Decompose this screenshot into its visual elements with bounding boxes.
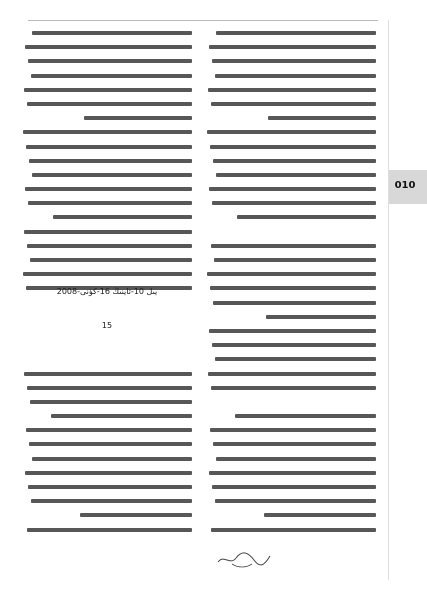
text-line (22, 480, 192, 494)
text-line (22, 97, 192, 111)
text-line-ink (213, 159, 376, 163)
text-line-ink (209, 471, 376, 475)
text-line (206, 381, 376, 395)
text-line (22, 154, 192, 168)
text-line (22, 40, 192, 54)
text-line-ink (30, 258, 192, 262)
text-line (206, 26, 376, 40)
left-text-column (22, 26, 192, 546)
text-line-ink (24, 372, 192, 376)
text-line (206, 310, 376, 324)
text-line-ink (212, 201, 376, 205)
text-line-ink (24, 230, 192, 234)
text-line (22, 267, 192, 281)
text-line (206, 494, 376, 508)
text-line-ink (210, 145, 376, 149)
text-line (206, 154, 376, 168)
text-line-ink (211, 386, 376, 390)
text-line-ink (53, 215, 192, 219)
text-line-ink (28, 201, 192, 205)
text-line (206, 480, 376, 494)
text-line (22, 338, 192, 352)
text-line-ink (213, 442, 376, 446)
text-line-ink (31, 499, 192, 503)
text-line (22, 437, 192, 451)
signature-mark (214, 548, 274, 570)
text-line-ink (209, 45, 376, 49)
text-line (22, 494, 192, 508)
text-line (206, 140, 376, 154)
text-line (206, 253, 376, 267)
text-line (206, 210, 376, 224)
text-line (206, 239, 376, 253)
text-line-ink (212, 485, 376, 489)
text-line (206, 523, 376, 537)
text-line-ink (237, 215, 376, 219)
text-line-ink (213, 301, 376, 305)
text-line (22, 466, 192, 480)
text-line-ink (26, 145, 192, 149)
text-line-ink (23, 272, 192, 276)
text-line (22, 508, 192, 522)
text-line (22, 352, 192, 366)
text-line-ink (209, 329, 376, 333)
text-line (22, 225, 192, 239)
text-line-ink (27, 102, 192, 106)
text-line (22, 523, 192, 537)
text-line (22, 381, 192, 395)
text-line-ink (208, 88, 376, 92)
top-rule (28, 20, 378, 21)
text-line-ink (209, 187, 376, 191)
page-number: 010 (394, 180, 416, 191)
margin-rule (388, 20, 389, 580)
text-line (22, 367, 192, 381)
text-line (206, 182, 376, 196)
text-line-ink (26, 428, 192, 432)
text-line (22, 395, 192, 409)
text-line (206, 437, 376, 451)
text-line-ink (216, 31, 376, 35)
text-line-ink (51, 414, 192, 418)
text-line (22, 409, 192, 423)
text-line (206, 54, 376, 68)
text-line-ink (80, 513, 192, 517)
text-line-ink (29, 442, 192, 446)
text-line-ink (28, 59, 192, 63)
text-line-ink (32, 457, 192, 461)
text-line (206, 466, 376, 480)
text-line-ink (28, 485, 192, 489)
text-line-ink (216, 457, 376, 461)
text-line (206, 267, 376, 281)
text-line-ink (215, 74, 376, 78)
text-line (206, 168, 376, 182)
text-line-ink (25, 45, 192, 49)
text-line (22, 423, 192, 437)
text-line-ink (266, 315, 376, 319)
text-line (22, 239, 192, 253)
text-line-ink (24, 88, 192, 92)
text-line-ink (25, 187, 192, 191)
text-line (206, 452, 376, 466)
text-line-ink (31, 74, 192, 78)
text-line-ink (235, 414, 376, 418)
text-line (206, 296, 376, 310)
text-line-ink (212, 59, 376, 63)
text-line (22, 253, 192, 267)
text-line (22, 54, 192, 68)
text-line (22, 26, 192, 40)
text-line-ink (207, 130, 376, 134)
text-line (22, 182, 192, 196)
text-line-ink (30, 400, 192, 404)
text-line-ink (215, 499, 376, 503)
text-line (206, 338, 376, 352)
text-line-ink (210, 428, 376, 432)
text-line-ink (29, 159, 192, 163)
text-line (206, 508, 376, 522)
text-line (206, 423, 376, 437)
text-line-ink (264, 513, 376, 517)
text-line (206, 125, 376, 139)
text-line-ink (214, 258, 376, 262)
date-line: 2008-يىل 10-ئاينىڭ 16-كۈنى (56, 287, 158, 296)
text-line (22, 168, 192, 182)
text-line-ink (27, 386, 192, 390)
text-line-ink (211, 102, 376, 106)
text-line (22, 83, 192, 97)
text-line (206, 281, 376, 295)
text-line (206, 111, 376, 125)
text-line-ink (207, 272, 376, 276)
right-text-column (206, 26, 376, 546)
text-line (22, 140, 192, 154)
text-line-ink (32, 31, 192, 35)
text-line-ink (25, 471, 192, 475)
text-line-ink (210, 286, 376, 290)
text-line-ink (27, 244, 192, 248)
text-line (206, 69, 376, 83)
text-line-ink (211, 528, 376, 532)
text-line-ink (23, 130, 192, 134)
text-line (206, 225, 376, 239)
text-line-ink (216, 173, 376, 177)
text-line-ink (27, 528, 192, 532)
left-column-lines (22, 26, 192, 537)
text-line-ink (208, 372, 376, 376)
text-line-ink (32, 173, 192, 177)
text-line (22, 125, 192, 139)
text-line (206, 196, 376, 210)
text-line (22, 210, 192, 224)
text-line (22, 196, 192, 210)
text-line-ink (211, 244, 376, 248)
text-line (206, 409, 376, 423)
number-line: 15 (101, 321, 113, 330)
text-line (22, 296, 192, 310)
text-line (206, 97, 376, 111)
text-line-ink (212, 343, 376, 347)
text-line (22, 69, 192, 83)
text-line (206, 352, 376, 366)
text-line (206, 395, 376, 409)
text-line (206, 40, 376, 54)
text-line-ink (84, 116, 192, 120)
text-line (206, 367, 376, 381)
text-line (206, 83, 376, 97)
text-line-ink (215, 357, 376, 361)
text-line (22, 111, 192, 125)
text-line (22, 452, 192, 466)
text-line (206, 324, 376, 338)
text-line-ink (268, 116, 376, 120)
right-column-lines (206, 26, 376, 537)
